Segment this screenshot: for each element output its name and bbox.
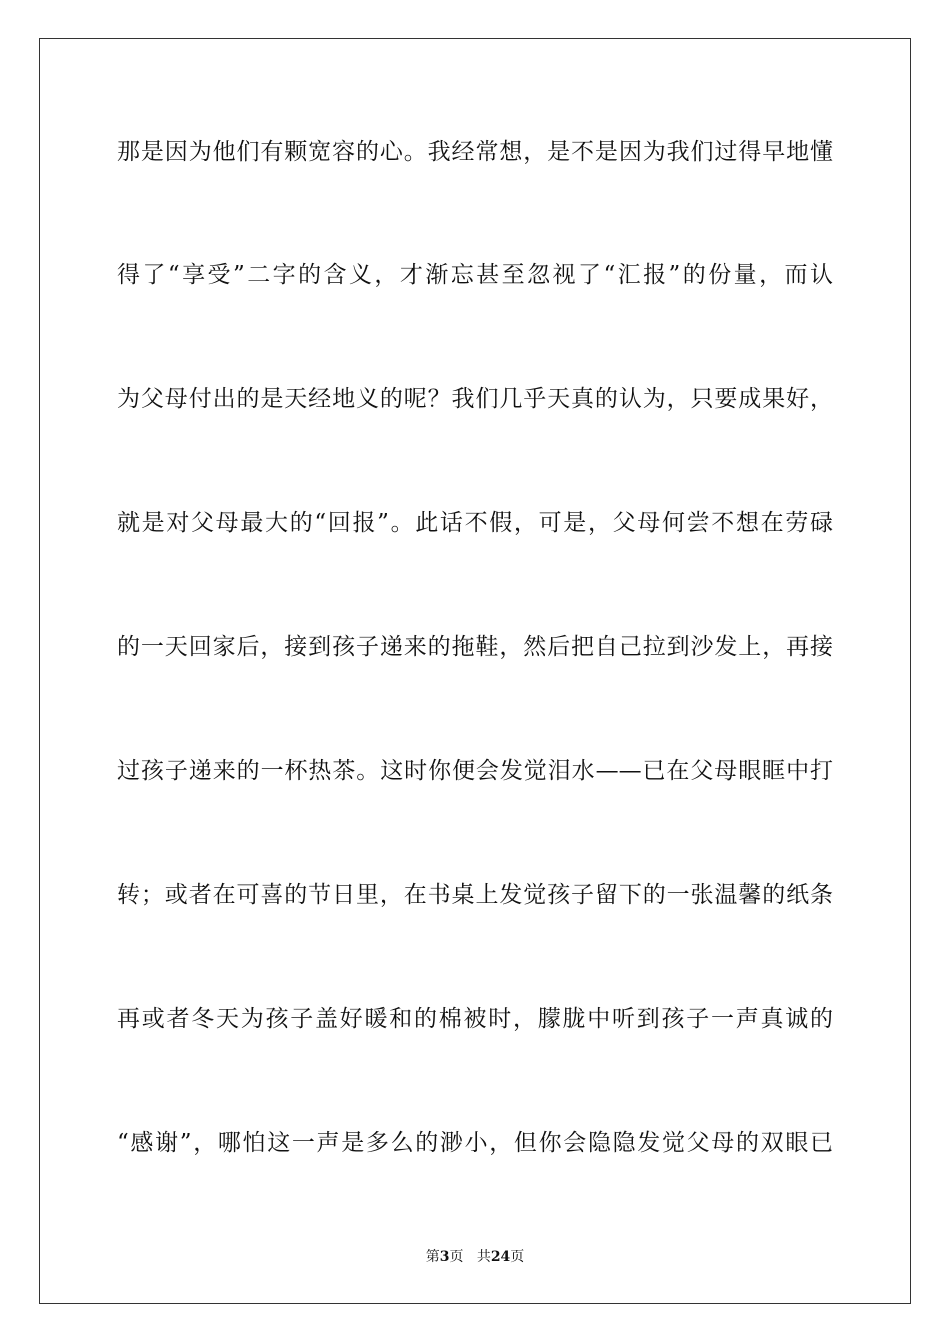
text-line-5: 的一天回家后，接到孩子递来的拖鞋，然后把自己拉到沙发上，再接: [117, 634, 833, 660]
total-suffix: 页: [510, 1249, 525, 1265]
page-prefix: 第: [425, 1249, 440, 1265]
text-line-2: 得了“享受”二字的含义，才渐忘甚至忽视了“汇报”的份量，而认: [117, 262, 833, 288]
text-line-7: 转；或者在可喜的节日里，在书桌上发觉孩子留下的一张温馨的纸条: [117, 882, 833, 908]
text-line-1: 那是因为他们有颗宽容的心。我经常想，是不是因为我们过得早地懂: [117, 139, 833, 165]
text-line-6: 过孩子递来的一杯热茶。这时你便会发觉泪水——已在父母眼眶中打: [117, 758, 833, 784]
total-prefix: 共: [476, 1249, 491, 1265]
total-pages: 24: [490, 1249, 511, 1265]
text-line-3: 为父母付出的是天经地义的呢？我们几乎天真的认为，只要成果好，: [117, 386, 833, 412]
page-suffix: 页: [449, 1249, 464, 1265]
page-number: 3: [439, 1249, 450, 1265]
page-footer: [0, 1248, 950, 1266]
text-line-8: 再或者冬天为孩子盖好暖和的棉被时，朦胧中听到孩子一声真诚的: [117, 1006, 833, 1032]
text-line-4: 就是对父母最大的“回报”。此话不假，可是，父母何尝不想在劳碌: [117, 510, 833, 536]
text-line-9: “感谢”，哪怕这一声是多么的渺小，但你会隐隐发觉父母的双眼已: [117, 1130, 833, 1156]
page-border: [39, 38, 911, 1304]
